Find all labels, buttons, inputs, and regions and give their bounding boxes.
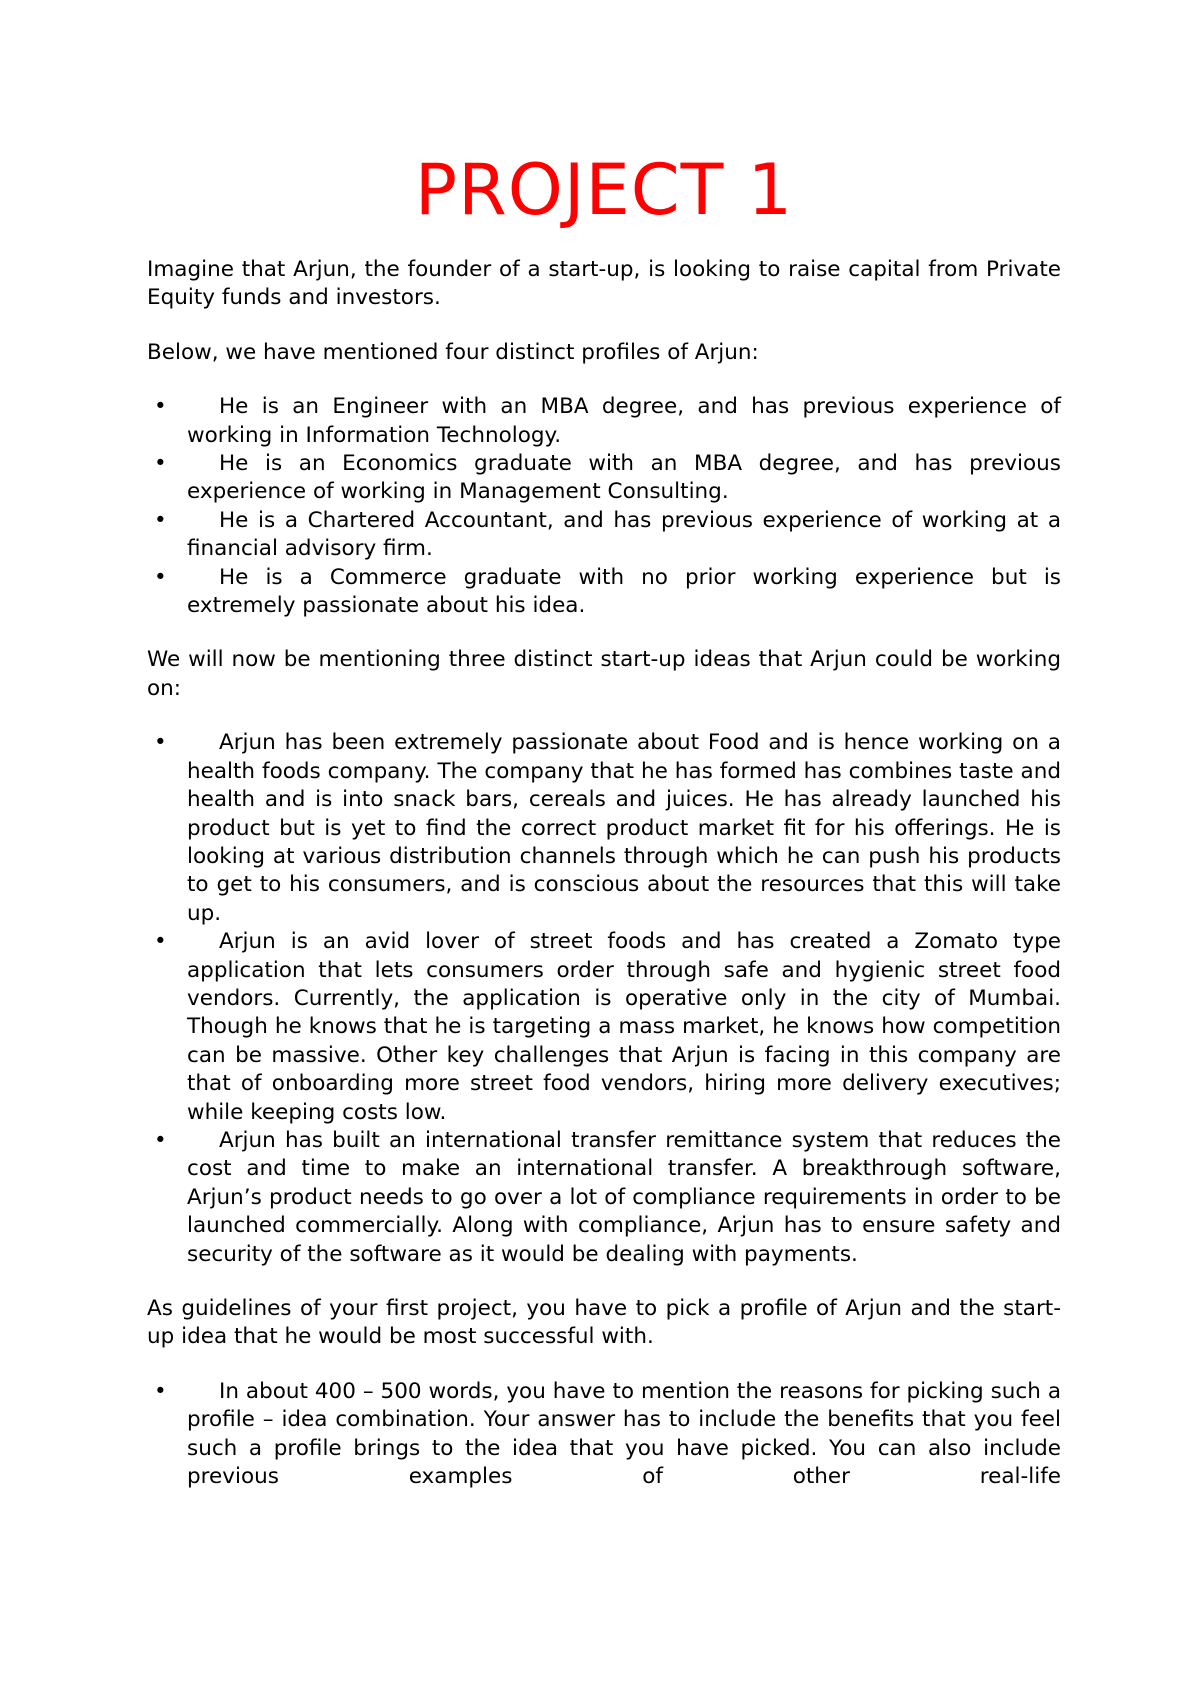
profile-text: He is an Engineer with an MBA degree, and has previous experience of working in Information Technology.: [187, 394, 1061, 448]
ideas-list: [147, 729, 1061, 1269]
intro-paragraph: Imagine that Arjun, the founder of a start-up, is looking to raise capital from Private Equity funds and investors.: [147, 257, 1061, 311]
list-item: [147, 507, 1061, 564]
list-item: [147, 1378, 1061, 1492]
list-item: [147, 1127, 1061, 1269]
bullet-icon: •: [154, 929, 167, 955]
document-page: [147, 150, 1061, 1517]
list-item: [147, 393, 1061, 450]
list-item: [147, 928, 1061, 1127]
ideas-intro-paragraph: We will now be mentioning three distinct start-up ideas that Arjun could be working on:: [147, 647, 1061, 701]
document-title: PROJECT 1: [414, 149, 794, 231]
profile-text: He is a Commerce graduate with no prior working experience but is extremely passionate about his idea.: [187, 564, 1061, 619]
guideline-text: In about 400 – 500 words, you have to mention the reasons for picking such a profile – idea combination. Your answer has to include the benefits that you feel such a profile brings to the idea that you have picked. You can also include previous examples of other real-life: [187, 1378, 1061, 1490]
bullet-icon: •: [154, 394, 167, 420]
guidelines-intro-paragraph: As guidelines of your first project, you have to pick a profile of Arjun and the start-up idea that he would be most successful with.: [147, 1296, 1061, 1350]
bullet-icon: •: [154, 451, 167, 477]
bullet-icon: •: [154, 730, 167, 756]
list-item: [147, 450, 1061, 507]
list-item: [147, 729, 1061, 928]
idea-text: Arjun is an avid lover of street foods and has created a Zomato type application that lets consumers order through safe and hygienic street food vendors. Currently, the application is operative only in the city of Mumbai. Though he knows that he is targeting a mass market, he knows how competition can be massive. Other key challenges that Arjun is facing in this company are that of onboarding more street food vendors, hiring more delivery executives; while keeping costs low.: [187, 929, 1061, 1125]
profile-text: He is a Chartered Accountant, and has previous experience of working at a financial advisory firm.: [187, 507, 1061, 562]
profiles-list: [147, 393, 1061, 620]
bullet-icon: •: [154, 1378, 167, 1404]
idea-text: Arjun has been extremely passionate about Food and is hence working on a health foods company. The company that he has formed has combines taste and health and is into snack bars, cereals and juices. He has already launched his product but is yet to find the correct product market fit for his offerings. He is looking at various distribution channels through which he can push his products to get to his consumers, and is conscious about the resources that this will take up.: [187, 730, 1061, 926]
guidelines-list: [147, 1378, 1061, 1492]
profile-text: He is an Economics graduate with an MBA degree, and has previous experience of working in Management Consulting.: [187, 451, 1061, 505]
idea-text: Arjun has built an international transfer remittance system that reduces the cost and time to make an international transfer. A breakthrough software, Arjun’s product needs to go over a lot of compliance requirements in order to be launched commercially. Along with compliance, Arjun has to ensure safety and security of the software as it would be dealing with payments.: [187, 1127, 1061, 1267]
list-item: [147, 564, 1061, 621]
bullet-icon: •: [154, 507, 167, 533]
bullet-icon: •: [154, 1127, 167, 1153]
profiles-intro-paragraph: Below, we have mentioned four distinct profiles of Arjun:: [147, 339, 759, 365]
bullet-icon: •: [154, 564, 167, 590]
